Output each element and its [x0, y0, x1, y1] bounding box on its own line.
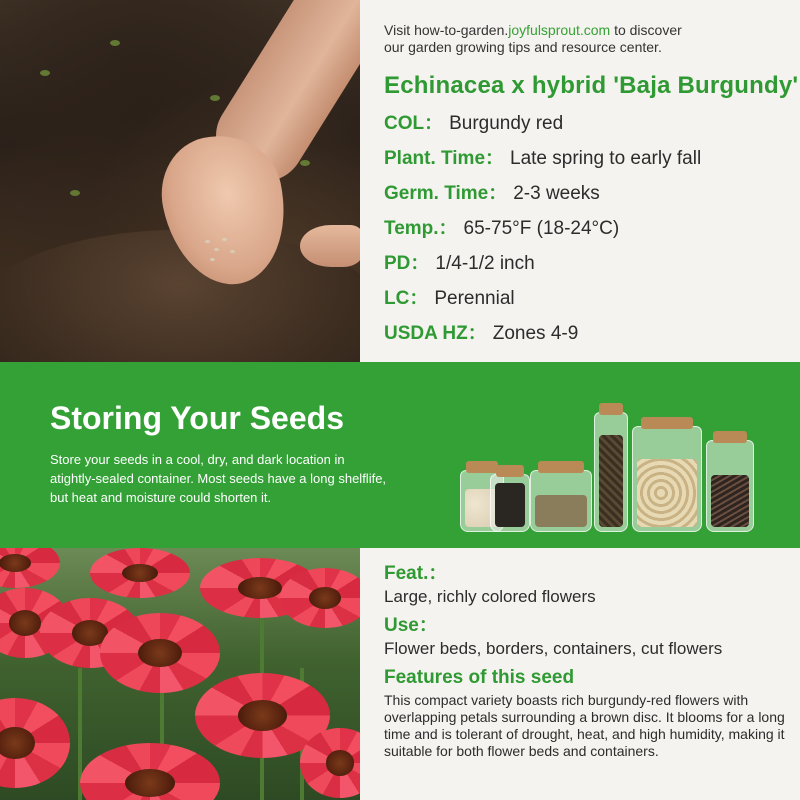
- visit-line-2: our garden growing tips and resource center.: [384, 39, 662, 55]
- top-section: [0, 0, 800, 362]
- spec-color: [384, 113, 800, 135]
- spec-label: COL：: [384, 113, 444, 134]
- spec-label: LC：: [384, 288, 429, 309]
- spec-value: Late spring to early fall: [510, 148, 702, 169]
- spec-value: Zones 4-9: [492, 323, 579, 344]
- spec-label: PD：: [384, 253, 430, 274]
- jar-tall-dark-seeds: [594, 412, 628, 532]
- storing-seeds-band: [0, 362, 800, 548]
- seed-features-panel: [360, 548, 800, 800]
- spec-temperature: [384, 218, 800, 240]
- plant-title: Echinacea x hybrid 'Baja Burgundy': [384, 72, 799, 99]
- seed-features-text: This compact variety boasts rich burgundy-red flowers with overlapping petals surrounding a brown disc. It blooms for a long time and is tolerant of drought, heat, and high humidity, making it suitable for both flower beds and containers.: [384, 692, 785, 759]
- jar-small-seeds: [530, 470, 592, 532]
- spec-label: Plant. Time：: [384, 148, 505, 169]
- use-label: Use：: [384, 615, 438, 636]
- spec-value: Perennial: [434, 288, 515, 309]
- spec-value: 1/4-1/2 inch: [435, 253, 535, 274]
- jar-pumpkin-seeds: [632, 426, 702, 532]
- feat-value: Large, richly colored flowers: [384, 587, 596, 606]
- spec-label: Germ. Time：: [384, 183, 508, 204]
- spec-label: Temp.：: [384, 218, 458, 239]
- spec-value: 65-75°F (18-24°C): [463, 218, 620, 239]
- spec-hardiness-zone: [384, 323, 800, 345]
- website-link[interactable]: joyfulsprout.com: [508, 22, 611, 38]
- visit-notice: [384, 22, 800, 56]
- spec-value: Burgundy red: [449, 113, 564, 134]
- spec-planting-time: [384, 148, 800, 170]
- echinacea-flowers-photo: [0, 548, 360, 800]
- spec-value: 2-3 weeks: [513, 183, 600, 204]
- visit-prefix: Visit how-to-garden.: [384, 22, 509, 38]
- storing-text: Store your seeds in a cool, dry, and dark location in atightly-sealed container. Most seeds have a long shelflife, but heat and moisture could shorten it.: [50, 452, 387, 505]
- spec-germination-time: [384, 183, 800, 205]
- seed-features-label: Features of this seed: [384, 667, 575, 688]
- plant-info-panel: [360, 0, 800, 362]
- spec-life-cycle: [384, 288, 800, 310]
- storing-title: Storing Your Seeds: [50, 400, 344, 436]
- jar-mixed-seeds: [706, 440, 754, 532]
- seed-jars-image: [452, 382, 762, 532]
- visit-suffix: to discover: [610, 22, 682, 38]
- spec-label: USDA HZ：: [384, 323, 487, 344]
- feat-label: Feat.：: [384, 563, 448, 584]
- jar-black-seeds: [490, 474, 530, 532]
- hands-sowing-seeds-photo: [0, 0, 360, 362]
- use-value: Flower beds, borders, containers, cut flowers: [384, 639, 723, 658]
- spec-planting-depth: [384, 253, 800, 275]
